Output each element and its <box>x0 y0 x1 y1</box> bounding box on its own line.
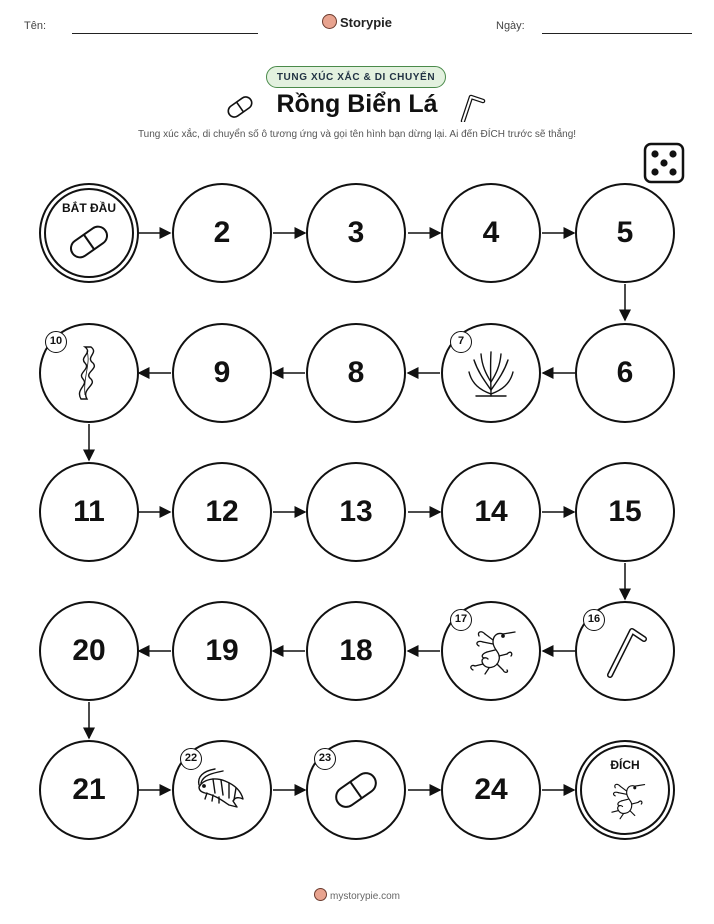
tile-3: 3 <box>306 183 406 283</box>
leafy-seadragon-icon <box>463 624 519 678</box>
game-type-tag: TUNG XÚC XẮC & DI CHUYỂN <box>266 66 446 88</box>
capsule-icon <box>330 768 382 812</box>
name-label: Tên: <box>24 20 47 32</box>
brand-name: Storypie <box>339 15 392 30</box>
tile-badge-10: 10 <box>45 331 67 353</box>
finish-tile <box>575 740 675 840</box>
start-label: BẮT ĐẦU <box>62 201 116 215</box>
tile-8: 8 <box>306 323 406 423</box>
tile-badge-23: 23 <box>314 748 336 770</box>
tile-24: 24 <box>441 740 541 840</box>
tile-12: 12 <box>172 462 272 562</box>
date-label: Ngày: <box>496 20 525 32</box>
page-title: Rồng Biển Lá <box>276 90 438 118</box>
tile-20: 20 <box>39 601 139 701</box>
tile-15: 15 <box>575 462 675 562</box>
tile-21: 21 <box>39 740 139 840</box>
tile-2: 2 <box>172 183 272 283</box>
leafy-seadragon-icon <box>602 778 648 822</box>
tile-18: 18 <box>306 601 406 701</box>
tile-badge-22: 22 <box>180 748 202 770</box>
footer-url[interactable]: mystorypie.com <box>329 891 400 902</box>
tile-14: 14 <box>441 462 541 562</box>
tile-11: 11 <box>39 462 139 562</box>
tile-badge-17: 17 <box>450 609 472 631</box>
straw-icon <box>600 623 650 679</box>
capsule-icon <box>65 222 113 262</box>
instructions: Tung xúc xắc, di chuyển số ô tương ứng và gọi tên hình bạn dừng lại. Ai đến ĐÍCH trước sẽ thắng! <box>137 129 577 140</box>
tile-9: 9 <box>172 323 272 423</box>
tile-4: 4 <box>441 183 541 283</box>
tile-badge-7: 7 <box>450 331 472 353</box>
storypie-logo-icon <box>314 888 327 901</box>
shrimp-icon <box>193 767 251 813</box>
coral-icon <box>466 346 516 400</box>
tile-6: 6 <box>575 323 675 423</box>
finish-label: ĐÍCH <box>610 758 640 772</box>
tile-badge-16: 16 <box>583 609 605 631</box>
seaweed-icon <box>69 343 109 403</box>
tile-19: 19 <box>172 601 272 701</box>
tile-5: 5 <box>575 183 675 283</box>
start-tile <box>39 183 139 283</box>
footer <box>0 888 714 902</box>
tile-13: 13 <box>306 462 406 562</box>
